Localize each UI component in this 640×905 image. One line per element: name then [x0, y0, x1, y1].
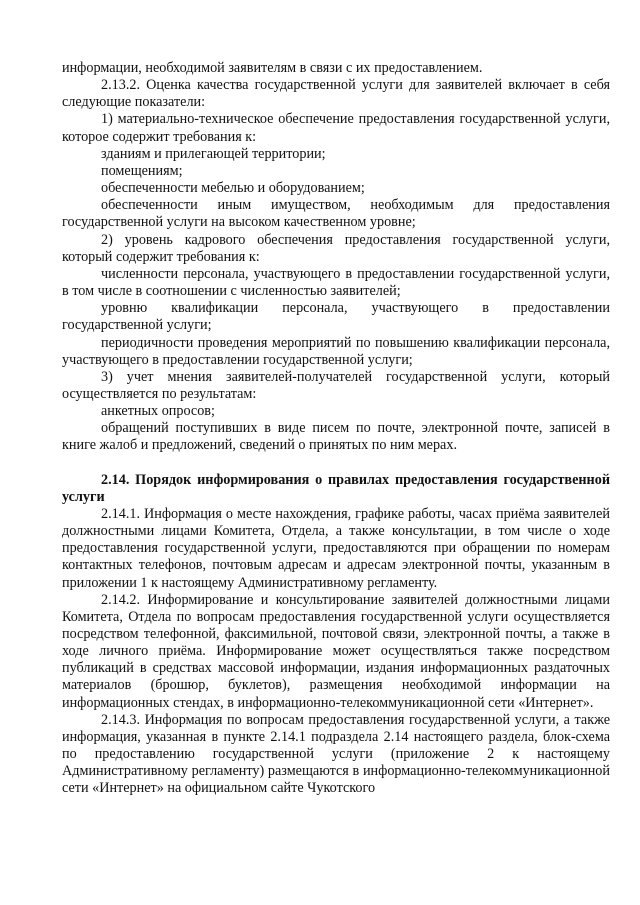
paragraph-item-1: 1) материально-техническое обеспечение предоставления государственной услуги, которое содержит требования к: — [62, 111, 610, 145]
paragraph-2-13-2: 2.13.2. Оценка качества государственной услуги для заявителей включает в себя следующие показатели: — [62, 77, 610, 111]
paragraph-continuation: информации, необходимой заявителям в связи с их предоставлением. — [62, 60, 483, 76]
paragraph-item-2-staff-count: численности персонала, участвующего в предоставлении государственной услуги, в том числе в соотношении с численностью заявителей; — [62, 265, 610, 300]
paragraph-item-2-qualification: уровню квалификации персонала, участвующего в предоставлении государственной услуги; — [62, 300, 610, 334]
paragraph-item-3: 3) учет мнения заявителей-получателей государственной услуги, который осуществляется по результатам: — [62, 368, 610, 402]
paragraph-2-14-3: 2.14.3. Информация по вопросам предоставления государственной услуги, а также информация, указанная в пункте 2.14.1 подраздела 2.14 настоящего раздела, блок-схема по предоставлению государственной услуги (приложение 2 к настоящему Административному регламенту) размещаются в информационно-телекоммуникационной сети «Интернет» на официальном сайте Чукотского — [62, 711, 610, 797]
paragraph-item-2: 2) уровень кадрового обеспечения предоставления государственной услуги, который содержит требования к: — [62, 231, 610, 265]
section-heading-2-14: 2.14. Порядок информирования о правилах предоставления государственной услуги — [62, 471, 610, 505]
paragraph-item-1-buildings: зданиям и прилегающей территории; — [101, 145, 326, 162]
paragraph-item-1-premises: помещениям; — [101, 162, 183, 179]
document-page — [62, 60, 610, 798]
paragraph-item-1-furniture: обеспеченности мебелью и оборудованием; — [101, 180, 365, 197]
paragraph-2-14-1: 2.14.1. Информация о месте нахождения, графике работы, часах приёма заявителей должностными лицами Комитета, Отдела, а также консультации, в том числе о ходе предоставления государственной услуги, предоставляются при обращении по номерам контактных телефонов, почтовым адресам и адресам электронной почты, указанным в приложении 1 к настоящему Административному регламенту. — [62, 505, 610, 591]
paragraph-item-3-surveys: анкетных опросов; — [101, 403, 215, 420]
paragraph-item-1-property: обеспеченности иным имуществом, необходимым для предоставления государственной услуги на высоком качественном уровне; — [62, 197, 610, 231]
paragraph-2-14-2: 2.14.2. Информирование и консультирование заявителей должностными лицами Комитета, Отдела по вопросам предоставления государственной услуги осуществляется посредством телефонной, факсимильной, почтовой связи, электронной почты, а также в ходе личного приёма. Информирование может осуществляться также посредством публикаций в средствах массовой информации, издания информационных раздаточных материалов (брошюр, буклетов), размещения необходимой информации на информационных стендах, в информационно-телекоммуникационной сети «Интернет». — [62, 591, 610, 711]
paragraph-item-2-training: периодичности проведения мероприятий по повышению квалификации персонала, участвующего в предоставлении государственной услуги; — [62, 334, 610, 368]
paragraph-item-3-complaints: обращений поступивших в виде писем по почте, электронной почте, записей в книге жалоб и предложений, сведений о принятых по ним мерах. — [62, 420, 610, 454]
